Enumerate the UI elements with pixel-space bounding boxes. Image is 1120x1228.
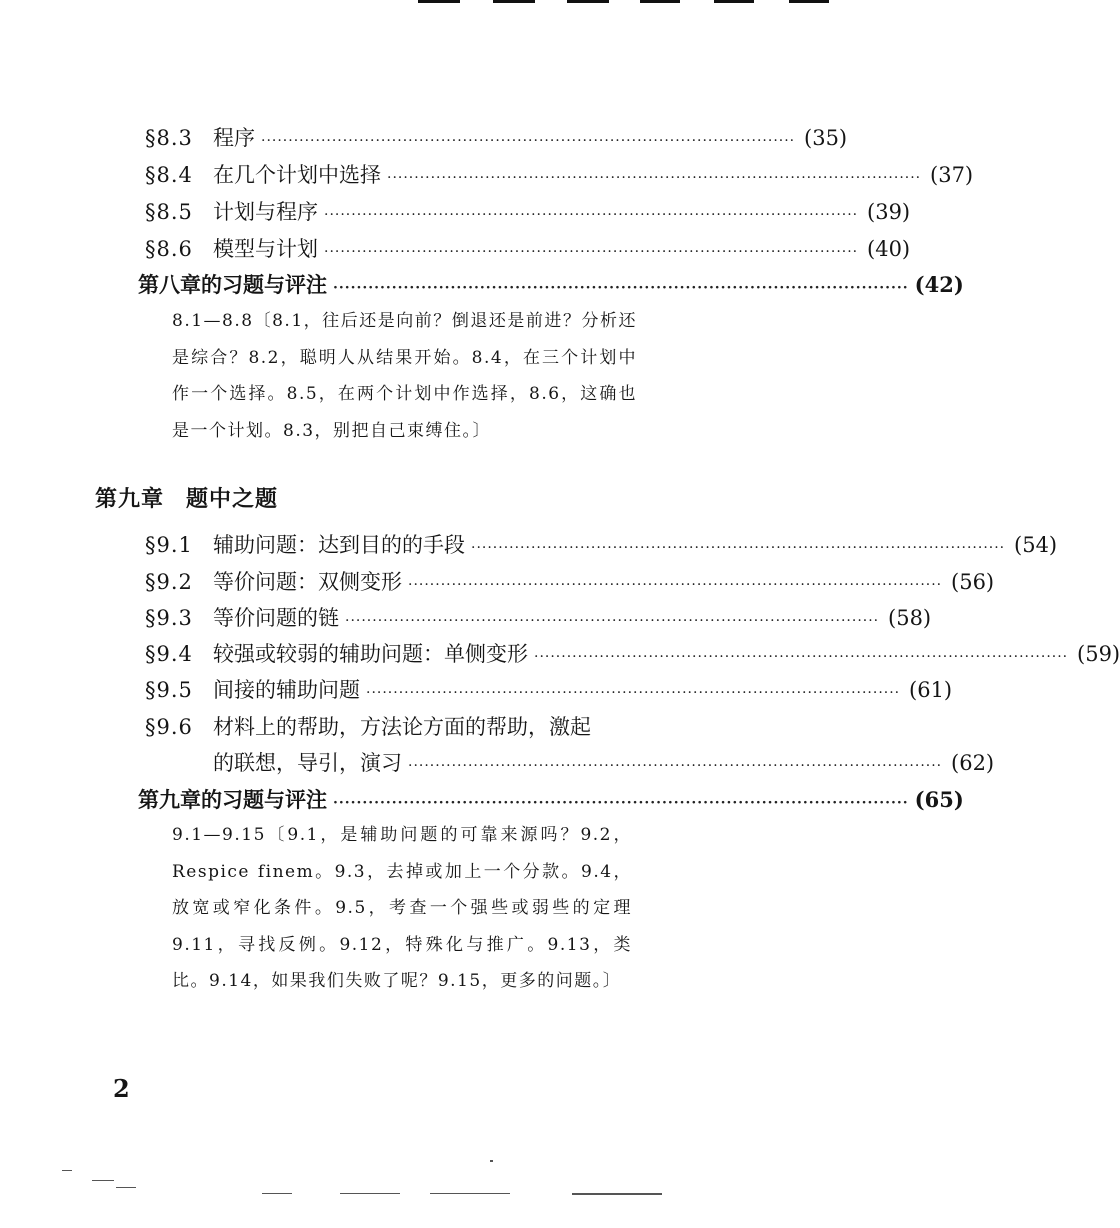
chapter-label: 第九章: [95, 486, 165, 512]
leader-dots: ··································································································: [333, 280, 909, 296]
section-title-continued: 的联想，导引，演习: [213, 751, 402, 775]
section-title: 程序: [213, 126, 255, 150]
scan-speck: [490, 1160, 493, 1162]
leader-dots: ··································································································: [345, 613, 880, 629]
toc-entry-ch9-exercises[interactable]: [138, 785, 964, 818]
ch9-exercise-notes: 9.1—9.15〔9.1，是辅助问题的可靠来源吗？9.2，Respice finem。9.3，去掉或加上一个分款。9.4，放宽或窄化条件。9.5，考查一个强些或弱些的定理 9.11，寻找反例。9.12，特殊化与推广。9.13，类比。9.14，如果我们失败了呢？9.15，更多的问题。〕: [172, 825, 632, 991]
scan-speck: [262, 1193, 292, 1194]
toc-entry-9-6-continued[interactable]: [213, 748, 995, 781]
scan-edge-mark: [567, 0, 609, 3]
leader-dots: ··································································································: [408, 577, 943, 593]
ch8-exercise-notes: 8.1—8.8〔8.1，往后还是向前？倒退还是前进？分析还是综合？8.2，聪明人从结果开始。8.4，在三个计划中作一个选择。8.5，在两个计划中作选择，8.6，这确也是一个计划。8.3，别把自己束缚住。〕: [172, 311, 637, 441]
section-number: §9.4: [145, 642, 193, 666]
toc-entry-9-4[interactable]: [145, 639, 1120, 672]
leader-dots: ··································································································: [324, 244, 859, 260]
section-number: §9.6: [145, 715, 193, 739]
page-ref: (62): [951, 751, 995, 775]
section-number: §8.6: [145, 237, 193, 261]
section-title: 较强或较弱的辅助问题：单侧变形: [213, 642, 528, 666]
page-number: 2: [113, 1074, 130, 1103]
section-number: §8.3: [145, 126, 193, 150]
page-ref: (39): [867, 200, 911, 224]
chapter-heading: [95, 482, 278, 513]
scan-edge-mark: [640, 0, 680, 3]
scan-edge-mark: [714, 0, 754, 3]
leader-dots: ··································································································: [333, 795, 909, 811]
section-number: §8.4: [145, 163, 193, 187]
page-ref: (59): [1077, 642, 1120, 666]
section-number: §9.3: [145, 606, 193, 630]
toc-entry-9-2[interactable]: [145, 567, 995, 600]
scan-speck: [430, 1193, 510, 1194]
scan-speck: [572, 1193, 662, 1195]
page-ref: (35): [804, 126, 848, 150]
section-number: §9.1: [145, 533, 193, 557]
section-title: 第九章的习题与评注: [138, 787, 327, 812]
scan-speck: [92, 1180, 114, 1181]
toc-entry-ch8-exercises[interactable]: [138, 270, 964, 303]
page-ref: (54): [1014, 533, 1058, 557]
section-title: 间接的辅助问题: [213, 678, 360, 702]
section-title: 等价问题：双侧变形: [213, 570, 402, 594]
section-number: §8.5: [145, 200, 193, 224]
page-ref: (37): [930, 163, 974, 187]
toc-entry-9-6[interactable]: [145, 712, 705, 742]
page-ref: (42): [914, 272, 964, 297]
scan-edge-mark: [789, 0, 829, 3]
leader-dots: ··································································································: [387, 170, 922, 186]
section-number: §9.5: [145, 678, 193, 702]
page-ref: (65): [914, 787, 964, 812]
section-title: 计划与程序: [213, 200, 318, 224]
toc-entry-8-5[interactable]: [145, 197, 911, 230]
scan-speck: [116, 1187, 136, 1188]
leader-dots: ··································································································: [261, 133, 796, 149]
page-ref: (56): [951, 570, 995, 594]
chapter-title: 题中之题: [186, 486, 279, 512]
toc-entry-8-6[interactable]: [145, 234, 911, 267]
section-number: §9.2: [145, 570, 193, 594]
leader-dots: ··································································································: [366, 685, 901, 701]
toc-entry-8-3[interactable]: [145, 123, 848, 156]
scan-speck: [62, 1170, 72, 1171]
leader-dots: ··································································································: [471, 540, 1006, 556]
toc-entry-8-4[interactable]: [145, 160, 974, 193]
leader-dots: ··································································································: [408, 758, 943, 774]
scan-speck: [340, 1193, 400, 1194]
leader-dots: ··································································································: [324, 207, 859, 223]
section-title: 等价问题的链: [213, 606, 339, 630]
scan-edge-mark: [493, 0, 535, 3]
toc-entry-9-1[interactable]: [145, 530, 1058, 563]
toc-entry-9-5[interactable]: [145, 675, 953, 708]
section-title: 辅助问题：达到目的的手段: [213, 533, 465, 557]
page-ref: (58): [888, 606, 932, 630]
page-ref: (40): [867, 237, 911, 261]
toc-entry-9-3[interactable]: [145, 603, 932, 636]
section-title: 材料上的帮助，方法论方面的帮助，激起: [213, 715, 591, 739]
section-title: 模型与计划: [213, 237, 318, 261]
scan-edge-mark: [418, 0, 460, 3]
page-ref: (61): [909, 678, 953, 702]
section-title: 在几个计划中选择: [213, 163, 381, 187]
section-title: 第八章的习题与评注: [138, 272, 327, 297]
leader-dots: ··································································································: [534, 649, 1069, 665]
